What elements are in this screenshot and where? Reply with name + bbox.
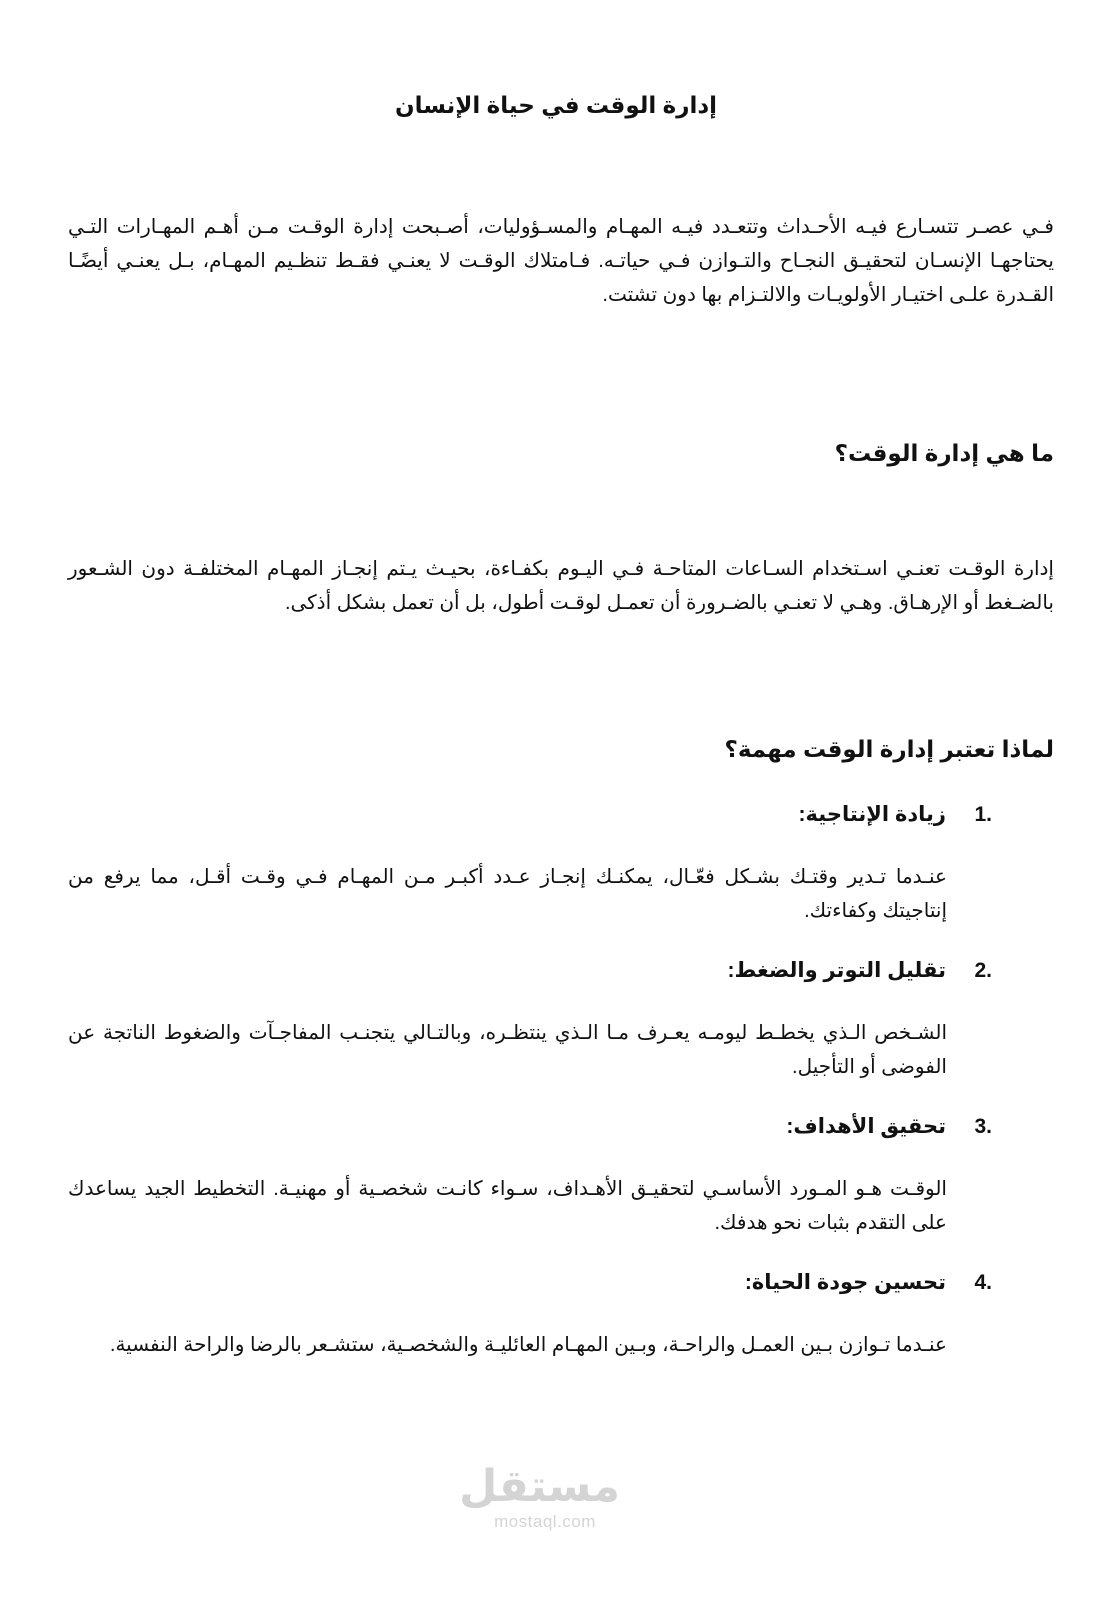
list-item-body: عنـدما تـوازن بـين العمـل والراحـة، وبـين المهـام العائليـة والشخصـية، ستشـعر بالرضا والراحة النفسية. [109,1334,947,1356]
list-item-title: زيادة الإنتاجية: [798,803,946,826]
list-item-title: تحقيق الأهداف: [786,1115,946,1138]
document-title: إدارة الوقت في حياة الإنسان [394,92,718,118]
mostaql-watermark [459,1462,620,1532]
list-item-heading [728,958,993,983]
watermark-logo: مستقل [459,1462,620,1511]
list-item-number: 3. [974,1115,992,1138]
list-item-title: تقليل التوتر والضغط: [727,959,946,982]
watermark-url: mostaql.com [494,1512,596,1531]
intro-paragraph: فـي عصـر تتسـارع فيـه الأحـداث وتتعـدد فيـه المهـام والمسـؤوليات، أصـبحت إدارة الوقـت مـن أهـم المهـارات التـي يحتاجهـا الإنسـان لتحقيـق النجـاح والتـوازن فـي حياتـه. فـامتلاك الوقـت لا يعنـي فقـط تنظـيم المهـام، بـل يعنـي أيضًـا القـدرة علـى اختيـار الأولويـات والالتـزام بها دون تشتت. [68,216,1054,306]
section-heading-what: ما هي إدارة الوقت؟ [834,440,1054,466]
section-heading-why: لماذا تعتبر إدارة الوقت مهمة؟ [724,736,1054,762]
list-item-title: تحسين جودة الحياة: [744,1271,946,1294]
list-item-heading [799,802,992,827]
section-body-what: إدارة الوقـت تعنـي اسـتخدام السـاعات المتاحـة فـي اليـوم بكفـاءة، بحيـث يـتم إنجـاز المهـام المختلفـة دون الشـعور بالضـغط أو الإرهـاق. وهـي لا تعنـي بالضـرورة أن تعمـل لوقـت أطول، بل أن تعمل بشكل أذكى. [68,558,1054,614]
list-item-heading [745,1270,992,1295]
list-item-number: 2. [974,959,992,982]
list-item-body: الشـخص الـذي يخطـط ليومـه يعـرف مـا الـذي ينتظـره، وبالتـالي يتجنـب المفاجـآت والضغوط الناتجة عن الفوضى أو التأجيل. [68,1022,947,1078]
list-item-number: 4. [974,1271,992,1294]
list-item-number: 1. [974,803,992,826]
list-item-body: الوقـت هـو المـورد الأساسـي لتحقيـق الأهـداف، سـواء كانـت شخصـية أو مهنيـة. التخطيط الجيد يساعدك على التقدم بثبات نحو هدفك. [68,1178,947,1234]
list-item-body: عنـدما تـدير وقتـك بشـكل فعّـال، يمكنـك إنجـاز عـدد أكبـر مـن المهـام فـي وقـت أقـل، مما يرفع من إنتاجيتك وكفاءتك. [68,866,947,922]
list-item-heading [786,1114,992,1139]
